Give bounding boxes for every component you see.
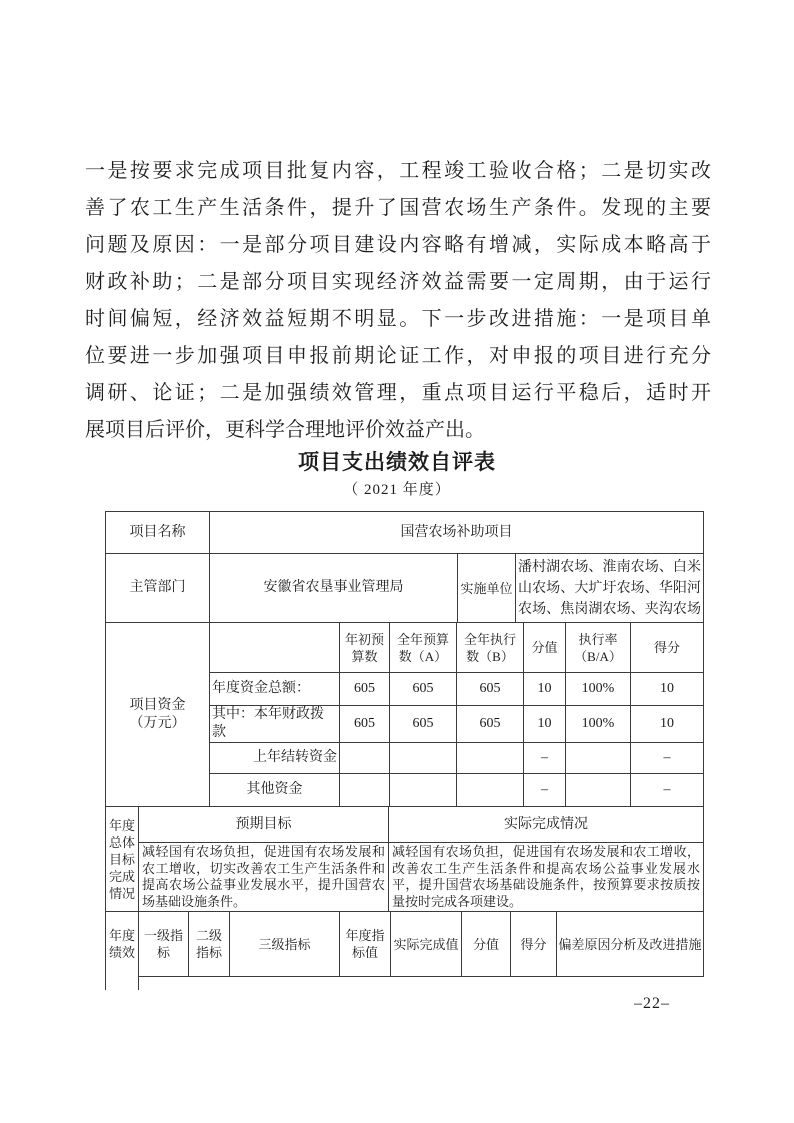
value-cell bbox=[390, 743, 457, 774]
header-score-value: 分值 bbox=[524, 623, 566, 673]
expected-goal-text-cell: 减轻国有农场负担，促进国有农场发展和农工增收，切实改善农工生产生活条件和提高农场公益事业发展水平，提升国营农场基础设施条件。 bbox=[139, 843, 389, 912]
header-score: 得分 bbox=[631, 623, 704, 673]
project-name-value-cell: 国营农场补助项目 bbox=[210, 512, 704, 554]
value-cell bbox=[566, 774, 631, 807]
paragraph-line: 一是按要求完成项目批复内容，工程竣工验收合格；二是切实改 bbox=[85, 160, 711, 182]
value-cell: 605 bbox=[457, 706, 524, 743]
table-title: 项目支出绩效自评表 bbox=[298, 451, 496, 474]
value-cell bbox=[566, 743, 631, 774]
value-cell: 10 bbox=[631, 673, 704, 706]
paragraph-line: 调研、论证；二是加强绩效管理，重点项目运行平稳后，适时开 bbox=[85, 382, 711, 404]
value-cell: 605 bbox=[390, 706, 457, 743]
actual-completion-header-cell: 实际完成情况 bbox=[389, 807, 704, 843]
funds-label-line2: （万元） bbox=[129, 715, 186, 731]
table-row bbox=[106, 623, 704, 673]
value-cell: 605 bbox=[457, 673, 524, 706]
funds-empty-header-cell bbox=[210, 623, 340, 673]
expected-goal-header-cell: 预期目标 bbox=[139, 807, 389, 843]
implementing-unit-label-cell: 实施单位 bbox=[458, 554, 516, 623]
value-cell bbox=[457, 743, 524, 774]
value-cell: 100% bbox=[566, 706, 631, 743]
value-cell bbox=[340, 774, 390, 807]
annual-goal-side-label-cell: 年度总体目标完成情况 bbox=[106, 807, 139, 912]
value-cell: 605 bbox=[390, 673, 457, 706]
implementing-unit-value-cell: 潘村湖农场、淮南农场、白米山农场、大圹圩农场、华阳河农场、焦岗湖农场、夹沟农场 bbox=[516, 554, 704, 623]
header-deviation-analysis: 偏差原因分析及改进措施 bbox=[557, 912, 704, 977]
table-row bbox=[106, 843, 704, 912]
value-cell: – bbox=[524, 743, 566, 774]
value-cell: 605 bbox=[340, 706, 390, 743]
value-cell bbox=[390, 774, 457, 807]
row-label-cell: 其中：本年财政拨款 bbox=[210, 706, 340, 743]
header-level2-indicator: 二级指标 bbox=[189, 912, 230, 977]
value-cell: – bbox=[524, 774, 566, 807]
row-label-cell: 上年结转资金 bbox=[210, 743, 340, 774]
header-execution-rate: 执行率（B/A） bbox=[566, 623, 631, 673]
paragraph-line: 位要进一步加强项目申报前期论证工作，对申报的项目进行充分 bbox=[85, 345, 711, 367]
table-section-annual-goal bbox=[105, 806, 704, 912]
value-cell: 10 bbox=[631, 706, 704, 743]
table-subtitle-year: （ 2021 年度） bbox=[343, 482, 451, 498]
self-evaluation-table bbox=[105, 511, 703, 990]
paragraph-line: 展项目后评价，更科学合理地评价效益产出。 bbox=[85, 419, 485, 441]
paragraph-line: 问题及原因：一是部分项目建设内容略有增减，实际成本略高于 bbox=[85, 234, 711, 256]
table-section-header bbox=[105, 511, 704, 623]
table-row bbox=[106, 512, 704, 554]
project-name-label-cell: 项目名称 bbox=[106, 512, 210, 554]
paragraph-line: 善了农工生产生活条件，提升了国营农场生产条件。发现的主要 bbox=[85, 197, 711, 219]
header-initial-budget: 年初预算数 bbox=[340, 623, 390, 673]
body-paragraph bbox=[85, 153, 711, 449]
value-cell: 100% bbox=[566, 673, 631, 706]
header-annual-indicator-value: 年度指标值 bbox=[340, 912, 391, 977]
paragraph-line: 时间偏短，经济效益短期不明显。下一步改进措施：一是项目单 bbox=[85, 308, 711, 330]
header-level1-indicator: 一级指标 bbox=[139, 912, 189, 977]
paragraph-line: 财政补助；二是部分项目实现经济效益需要一定周期，由于运行 bbox=[85, 271, 711, 293]
header-actual-completion-value: 实际完成值 bbox=[391, 912, 462, 977]
table-row bbox=[106, 807, 704, 843]
header-annual-execution: 全年执行数（B） bbox=[457, 623, 524, 673]
value-cell: 605 bbox=[340, 673, 390, 706]
header-score-value: 分值 bbox=[462, 912, 511, 977]
table-row bbox=[106, 912, 704, 977]
header-score: 得分 bbox=[511, 912, 557, 977]
page-number: –22– bbox=[634, 995, 670, 1012]
actual-completion-text-cell: 减轻国有农场负担，促进国有农场发展和农工增收，改善农工生产生活条件和提高农场公益事业发展水平，提升国营农场基础设施条件，按预算要求按质按量按时完成各项建设。 bbox=[389, 843, 704, 912]
row-label-cell: 年度资金总额： bbox=[210, 673, 340, 706]
value-cell: 10 bbox=[524, 706, 566, 743]
value-cell bbox=[457, 774, 524, 807]
page-break-cell-extension bbox=[105, 976, 139, 990]
value-cell: – bbox=[631, 743, 704, 774]
row-label-cell: 其他资金 bbox=[210, 774, 340, 807]
value-cell: – bbox=[631, 774, 704, 807]
value-cell bbox=[340, 743, 390, 774]
department-label-cell: 主管部门 bbox=[106, 554, 210, 623]
funds-side-label-cell bbox=[106, 623, 210, 807]
department-value-cell: 安徽省农垦事业管理局 bbox=[210, 554, 458, 623]
table-section-funds bbox=[105, 622, 704, 807]
value-cell: 10 bbox=[524, 673, 566, 706]
header-annual-budget: 全年预算数（A） bbox=[390, 623, 457, 673]
table-row bbox=[106, 554, 704, 623]
header-level3-indicator: 三级指标 bbox=[230, 912, 340, 977]
funds-label-line1: 项目资金 bbox=[129, 697, 186, 713]
performance-side-label-cell: 年度绩效 bbox=[106, 912, 139, 977]
table-section-performance bbox=[105, 911, 704, 977]
